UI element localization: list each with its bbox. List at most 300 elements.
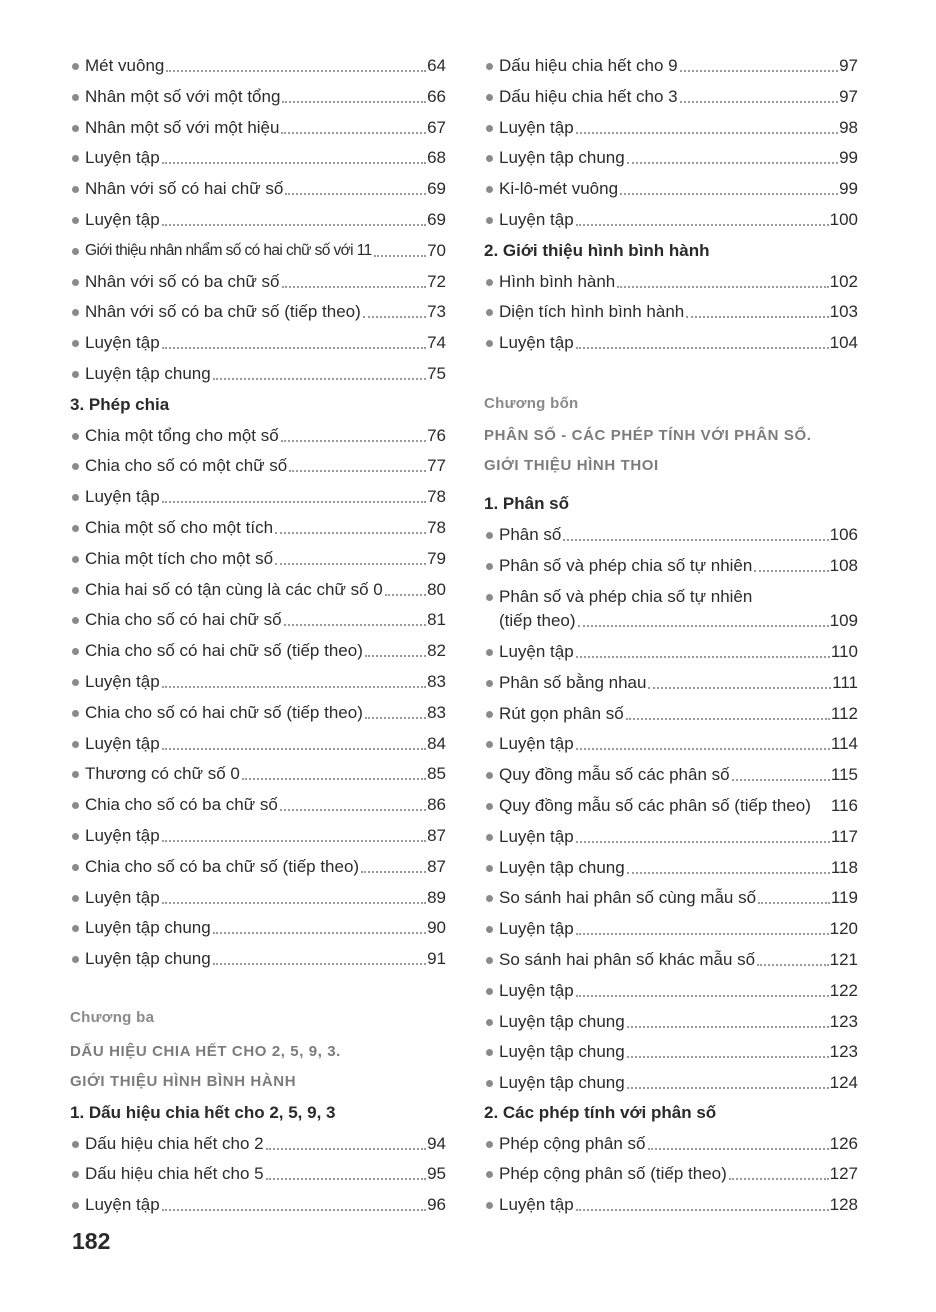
toc-entry[interactable]	[484, 728, 858, 754]
toc-entry-label: Luyện tập	[85, 210, 160, 229]
dot-leader	[289, 469, 426, 472]
bullet-icon	[486, 803, 493, 810]
bullet-icon	[486, 532, 493, 539]
section-heading: 2. Giới thiệu hình bình hành	[484, 240, 710, 260]
bullet-icon	[72, 340, 79, 347]
dot-leader	[365, 654, 426, 657]
dot-leader	[162, 161, 426, 164]
toc-entry-label: Dấu hiệu chia hết cho 5	[85, 1164, 264, 1183]
dot-leader	[213, 931, 426, 934]
chapter-label: Chương bốn	[484, 395, 579, 412]
toc-entry-page: 96	[427, 1195, 446, 1214]
bullet-icon	[72, 525, 79, 532]
bullet-icon	[486, 1049, 493, 1056]
bullet-icon	[72, 1171, 79, 1178]
bullet-icon	[72, 494, 79, 501]
toc-entry[interactable]	[70, 697, 446, 723]
bullet-icon	[72, 741, 79, 748]
toc-entry-page: 82	[427, 641, 446, 661]
toc-entry-page: 106	[829, 525, 858, 544]
toc-entry[interactable]	[70, 173, 446, 199]
dot-leader	[627, 161, 838, 164]
toc-entry[interactable]	[484, 944, 858, 970]
bullet-icon	[486, 649, 493, 656]
toc-entry[interactable]	[70, 604, 446, 630]
toc-entry-label: Luyện tập chung	[499, 148, 625, 168]
toc-entry	[484, 581, 858, 607]
dot-leader	[758, 901, 830, 904]
toc-entry-page: 69	[427, 179, 446, 199]
toc-entry-page: 91	[427, 949, 446, 969]
toc-entry-page: 112	[830, 703, 858, 723]
bullet-icon	[486, 926, 493, 933]
toc-entry-page: 85	[427, 764, 446, 784]
dot-leader	[626, 717, 830, 720]
toc-entry-label: Phép cộng phân số	[499, 1134, 646, 1153]
toc-entry-label: Luyện tập chung	[499, 1011, 625, 1031]
dot-leader	[563, 538, 828, 541]
toc-entry[interactable]	[70, 1158, 446, 1184]
toc-entry-page: 75	[427, 364, 446, 383]
dot-leader	[680, 100, 838, 103]
toc-entry-label: Quy đồng mẫu số các phân số	[499, 765, 730, 785]
dot-leader	[162, 223, 426, 226]
toc-entry-page: 83	[427, 672, 446, 691]
dot-leader	[617, 285, 828, 288]
dot-leader	[162, 685, 426, 688]
dot-leader	[578, 624, 829, 627]
dot-leader	[627, 1055, 829, 1058]
bullet-icon	[72, 186, 79, 193]
toc-entry-label: Nhân với số có hai chữ số	[85, 179, 284, 199]
toc-entry[interactable]	[484, 852, 858, 878]
toc-entry-label: Luyện tập	[499, 117, 574, 137]
toc-entry-label: Luyện tập	[85, 887, 160, 907]
toc-entry-label: Luyện tập	[85, 733, 160, 753]
bullet-icon	[486, 834, 493, 841]
toc-entry-page: 115	[830, 765, 858, 785]
toc-entry-label: Luyện tập	[499, 210, 574, 229]
toc-entry-label: Chia cho số có ba chữ số (tiếp theo)	[85, 856, 360, 876]
toc-entry-page: 87	[427, 826, 446, 845]
toc-entry[interactable]	[70, 820, 446, 846]
section-heading: 2. Các phép tính với phân số	[484, 1103, 717, 1122]
toc-entry[interactable]	[70, 266, 446, 292]
toc-entry[interactable]	[484, 550, 858, 576]
toc-entry-page: 87	[427, 856, 446, 876]
toc-entry[interactable]	[484, 1158, 858, 1184]
toc-entry-label: Luyện tập chung	[499, 1073, 625, 1093]
bullet-icon	[486, 711, 493, 718]
bullet-icon	[486, 988, 493, 995]
dot-leader	[754, 569, 828, 572]
toc-entry-page: 120	[829, 919, 858, 939]
toc-entry-page: 122	[829, 980, 858, 1000]
section-heading: 1. Dấu hiệu chia hết cho 2, 5, 9, 3	[70, 1103, 336, 1122]
toc-entry-page: 103	[829, 302, 858, 322]
dot-leader	[363, 315, 426, 318]
bullet-icon	[486, 1019, 493, 1026]
toc-entry-label: Chia hai số có tận cùng là các chữ số 0	[85, 579, 383, 599]
bullet-icon	[486, 895, 493, 902]
toc-entry[interactable]	[70, 789, 446, 815]
toc-entry-label: Luyện tập	[499, 826, 574, 846]
bullet-icon	[486, 186, 493, 193]
bullet-icon	[72, 833, 79, 840]
bullet-icon	[486, 1171, 493, 1178]
toc-entry-label: Chia một tổng cho một số	[85, 425, 279, 445]
toc-entry-label: Phép cộng phân số (tiếp theo)	[499, 1164, 727, 1183]
toc-entry[interactable]	[484, 759, 858, 785]
toc-entry-label: So sánh hai phân số cùng mẫu số	[499, 888, 757, 908]
dot-leader	[757, 963, 829, 966]
dot-leader	[282, 285, 427, 288]
bullet-icon	[72, 433, 79, 440]
toc-entry[interactable]	[484, 1067, 858, 1093]
dot-leader	[576, 131, 838, 134]
bullet-icon	[72, 648, 79, 655]
toc-entry[interactable]	[70, 420, 446, 446]
dot-leader	[686, 315, 828, 318]
dot-leader	[576, 1208, 829, 1211]
toc-entry-label: Nhân một số với một hiệu	[85, 117, 280, 137]
bullet-icon	[486, 741, 493, 748]
toc-entry-page: 110	[830, 642, 858, 661]
toc-entry-page: 97	[839, 56, 858, 75]
toc-entry[interactable]	[484, 821, 858, 847]
toc-entry-page: 95	[427, 1164, 446, 1183]
bullet-icon	[72, 125, 79, 132]
toc-entry-page: 78	[427, 487, 446, 507]
dot-leader	[275, 562, 426, 565]
bullet-icon	[486, 1141, 493, 1148]
dot-leader	[162, 839, 426, 842]
dot-leader	[282, 100, 426, 103]
dot-leader	[576, 655, 830, 658]
section-heading: 1. Phân số	[484, 494, 570, 513]
bullet-icon	[486, 94, 493, 101]
toc-entry-page: 67	[427, 117, 446, 137]
toc-entry[interactable]	[484, 50, 858, 76]
dot-leader	[365, 716, 426, 719]
toc-entry[interactable]	[70, 851, 446, 877]
bullet-icon	[72, 895, 79, 902]
toc-entry-page: 100	[829, 210, 858, 229]
toc-entry-label: Luyện tập chung	[499, 857, 625, 877]
toc-entry-page: 109	[829, 611, 858, 630]
dot-leader	[162, 500, 426, 503]
section-heading: 3. Phép chia	[70, 394, 170, 414]
toc-entry-label: (tiếp theo)	[499, 611, 576, 630]
bullet-icon	[486, 1202, 493, 1209]
toc-entry-label: Luyện tập chung	[85, 949, 211, 969]
toc-entry-label: Luyện tập	[85, 672, 160, 691]
bullet-icon	[486, 680, 493, 687]
toc-entry-label: Luyện tập	[499, 333, 574, 353]
bullet-icon	[72, 155, 79, 162]
bullet-icon	[486, 563, 493, 570]
toc-entry[interactable]	[70, 358, 446, 384]
toc-entry-label: So sánh hai phân số khác mẫu số	[499, 950, 756, 969]
toc-entry-label: Luyện tập	[85, 333, 160, 353]
toc-entry-label: Luyện tập	[85, 1195, 160, 1214]
toc-entry[interactable]	[70, 512, 446, 538]
dot-leader	[576, 932, 829, 935]
chapter-title: PHÂN SỐ - CÁC PHÉP TÍNH VỚI PHÂN SỐ.	[484, 427, 812, 444]
toc-entry[interactable]	[484, 1128, 858, 1154]
dot-leader	[385, 593, 426, 596]
toc-entry[interactable]	[484, 1036, 858, 1062]
toc-entry-label: Luyện tập	[499, 642, 574, 661]
toc-entry-page: 128	[829, 1195, 858, 1214]
toc-entry-page: 83	[427, 702, 446, 722]
bullet-icon	[72, 1202, 79, 1209]
bullet-icon	[72, 925, 79, 932]
bullet-icon	[486, 279, 493, 286]
toc-entry[interactable]	[484, 605, 858, 631]
toc-entry[interactable]	[70, 235, 446, 261]
toc-entry-label: Luyện tập chung	[85, 918, 211, 938]
dot-leader	[275, 531, 426, 534]
dot-leader	[732, 778, 830, 781]
toc-entry[interactable]	[70, 943, 446, 969]
toc-entry[interactable]	[484, 519, 858, 545]
bullet-icon	[486, 957, 493, 964]
bullet-icon	[72, 279, 79, 286]
bullet-icon	[486, 217, 493, 224]
toc-entry-page: 114	[830, 734, 858, 754]
toc-entry-label: Chia cho số có một chữ số	[85, 456, 288, 476]
toc-entry-page: 81	[427, 610, 446, 630]
bullet-icon	[72, 309, 79, 316]
bullet-icon	[72, 94, 79, 101]
toc-entry[interactable]	[70, 574, 446, 600]
toc-entry-page: 70	[427, 240, 446, 260]
toc-entry-page: 97	[839, 86, 858, 106]
toc-entry[interactable]	[484, 204, 858, 230]
toc-entry-page: 123	[829, 1011, 858, 1031]
bullet-icon	[486, 772, 493, 779]
toc-entry[interactable]	[484, 81, 858, 107]
toc-entry-label: Phân số và phép chia số tự nhiên	[499, 555, 753, 575]
toc-entry[interactable]	[70, 50, 446, 76]
bullet-icon	[72, 617, 79, 624]
toc-entry-label: Phân số bằng nhau	[499, 672, 647, 692]
dot-leader	[285, 192, 426, 195]
toc-entry-page: 123	[829, 1042, 858, 1062]
toc-entry[interactable]	[70, 543, 446, 569]
dot-leader	[620, 192, 838, 195]
toc-entry-label: Luyện tập	[85, 487, 160, 507]
toc-entry-label: Luyện tập chung	[85, 364, 211, 383]
toc-entry-page: 94	[427, 1134, 446, 1153]
toc-entry-label: Nhân với số có ba chữ số (tiếp theo)	[85, 302, 361, 322]
toc-entry[interactable]	[70, 204, 446, 230]
toc-entry-page: 80	[427, 579, 446, 599]
dot-leader	[576, 840, 830, 843]
toc-entry-page: 121	[829, 950, 858, 969]
toc-entry[interactable]	[484, 266, 858, 292]
toc-entry-page: 89	[427, 887, 446, 907]
toc-entry-label: Chia một số cho một tích	[85, 518, 274, 537]
toc-entry[interactable]	[484, 975, 858, 1001]
toc-entry-page: 74	[427, 333, 446, 353]
toc-entry-label: Rút gọn phân số	[499, 703, 624, 723]
bullet-icon	[486, 865, 493, 872]
toc-entry-page: 84	[427, 733, 446, 753]
toc-entry[interactable]	[70, 1189, 446, 1215]
toc-entry[interactable]	[484, 1189, 858, 1215]
dot-leader	[162, 901, 426, 904]
toc-entry[interactable]	[70, 142, 446, 168]
toc-entry[interactable]	[484, 790, 858, 816]
toc-entry-page: 99	[839, 148, 858, 168]
toc-entry[interactable]	[484, 296, 858, 322]
toc-entry-page: 78	[427, 518, 446, 537]
dot-leader	[162, 1208, 426, 1211]
toc-entry[interactable]	[70, 450, 446, 476]
toc-entry-label: Luyện tập	[499, 1195, 574, 1214]
toc-entry-label: Luyện tập chung	[499, 1042, 625, 1062]
toc-entry[interactable]	[70, 758, 446, 784]
bullet-icon	[72, 556, 79, 563]
toc-entry-label: Luyện tập	[499, 919, 574, 939]
toc-entry[interactable]	[70, 112, 446, 138]
toc-entry[interactable]	[70, 296, 446, 322]
dot-leader	[166, 69, 426, 72]
bullet-icon	[486, 309, 493, 316]
toc-entry-label: Phân số	[499, 525, 562, 544]
toc-entry-page: 90	[427, 918, 446, 938]
dot-leader	[284, 623, 426, 626]
toc-entry-page: 69	[427, 210, 446, 229]
toc-entry-label: Thương có chữ số 0	[85, 764, 240, 784]
chapter-title: GIỚI THIỆU HÌNH THOI	[484, 457, 659, 474]
toc-entry-label: Mét vuông	[85, 56, 165, 75]
dot-leader	[576, 994, 829, 997]
toc-entry[interactable]	[70, 327, 446, 353]
toc-entry-label: Luyện tập	[85, 826, 160, 845]
toc-entry-page: 126	[829, 1134, 858, 1153]
dot-leader	[266, 1177, 426, 1180]
dot-leader	[648, 686, 831, 689]
toc-entry-label: Chia một tích cho một số	[85, 548, 274, 568]
dot-leader	[374, 254, 426, 257]
toc-entry-label: Giới thiệu nhân nhẩm số có hai chữ số với 11	[85, 241, 372, 259]
toc-entry[interactable]	[484, 142, 858, 168]
toc-entry[interactable]	[70, 481, 446, 507]
toc-entry[interactable]	[70, 635, 446, 661]
toc-entry[interactable]	[70, 912, 446, 938]
dot-leader	[729, 1177, 829, 1180]
dot-leader	[680, 69, 838, 72]
toc-entry-label: Hình bình hành	[499, 271, 616, 291]
bullet-icon	[486, 594, 493, 601]
toc-entry[interactable]	[484, 327, 858, 353]
toc-entry[interactable]	[70, 666, 446, 692]
toc-entry[interactable]	[70, 882, 446, 908]
page-number: 182	[72, 1228, 111, 1254]
toc-entry-label: Luyện tập	[499, 980, 574, 1000]
toc-entry[interactable]	[70, 728, 446, 754]
dot-leader	[361, 870, 426, 873]
toc-entry-label: Chia cho số có hai chữ số (tiếp theo)	[85, 641, 363, 661]
bullet-icon	[72, 248, 79, 255]
toc-entry-label: Dấu hiệu chia hết cho 9	[499, 56, 678, 75]
toc-entry[interactable]	[484, 667, 858, 693]
dot-leader	[576, 747, 830, 750]
bullet-icon	[486, 125, 493, 132]
dot-leader	[266, 1147, 426, 1150]
dot-leader	[162, 747, 426, 750]
bullet-icon	[486, 155, 493, 162]
toc-entry[interactable]	[484, 913, 858, 939]
toc-entry-label: Nhân với số có ba chữ số	[85, 271, 280, 291]
dot-leader	[213, 377, 426, 380]
toc-entry-label: Nhân một số với một tổng	[85, 86, 281, 106]
toc-entry[interactable]	[484, 882, 858, 908]
toc-entry-label: Chia cho số có ba chữ số	[85, 795, 278, 815]
toc-entry-page: 79	[427, 548, 446, 568]
chapter-title: DẤU HIỆU CHIA HẾT CHO 2, 5, 9, 3.	[70, 1043, 341, 1060]
bullet-icon	[72, 679, 79, 686]
toc-entry[interactable]	[70, 1128, 446, 1154]
toc-entry-page: 86	[427, 795, 446, 815]
toc-entry[interactable]	[484, 636, 858, 662]
bullet-icon	[486, 1080, 493, 1087]
toc-entry-page: 68	[427, 148, 446, 168]
toc-entry[interactable]	[484, 173, 858, 199]
toc-entry-label: Diện tích hình bình hành	[499, 302, 685, 322]
toc-entry-page: 73	[427, 302, 446, 322]
toc-entry[interactable]	[484, 112, 858, 138]
bullet-icon	[72, 587, 79, 594]
dot-leader	[280, 808, 426, 811]
dot-leader	[281, 131, 426, 134]
bullet-icon	[486, 340, 493, 347]
toc-entry-page: 77	[427, 456, 446, 476]
toc-entry-page: 108	[829, 555, 858, 575]
toc-entry-page: 99	[839, 179, 858, 199]
toc-entry[interactable]	[70, 81, 446, 107]
toc-entry-page: 64	[427, 56, 446, 75]
bullet-icon	[486, 63, 493, 70]
bullet-icon	[72, 771, 79, 778]
dot-leader	[576, 346, 829, 349]
toc-entry-label: Luyện tập	[499, 734, 574, 754]
dot-leader	[162, 346, 426, 349]
bullet-icon	[72, 864, 79, 871]
toc-entry[interactable]	[484, 1006, 858, 1032]
bullet-icon	[72, 956, 79, 963]
bullet-icon	[72, 63, 79, 70]
bullet-icon	[72, 802, 79, 809]
toc-entry-label: Luyện tập	[85, 148, 160, 168]
toc-entry-page: 102	[829, 271, 858, 291]
toc-entry[interactable]	[484, 698, 858, 724]
toc-entry-label: Phân số và phép chia số tự nhiên	[499, 586, 753, 606]
toc-entry-page: 72	[427, 271, 446, 291]
dot-leader	[627, 1025, 829, 1028]
toc-entry-page: 118	[830, 857, 858, 877]
toc-entry-page: 66	[427, 86, 446, 106]
chapter-label: Chương ba	[70, 1009, 155, 1026]
toc-entry-page: 98	[839, 117, 858, 137]
bullet-icon	[72, 1141, 79, 1148]
toc-entry-label: Ki-lô-mét vuông	[499, 179, 619, 199]
dot-leader	[648, 1147, 829, 1150]
dot-leader	[281, 439, 426, 442]
